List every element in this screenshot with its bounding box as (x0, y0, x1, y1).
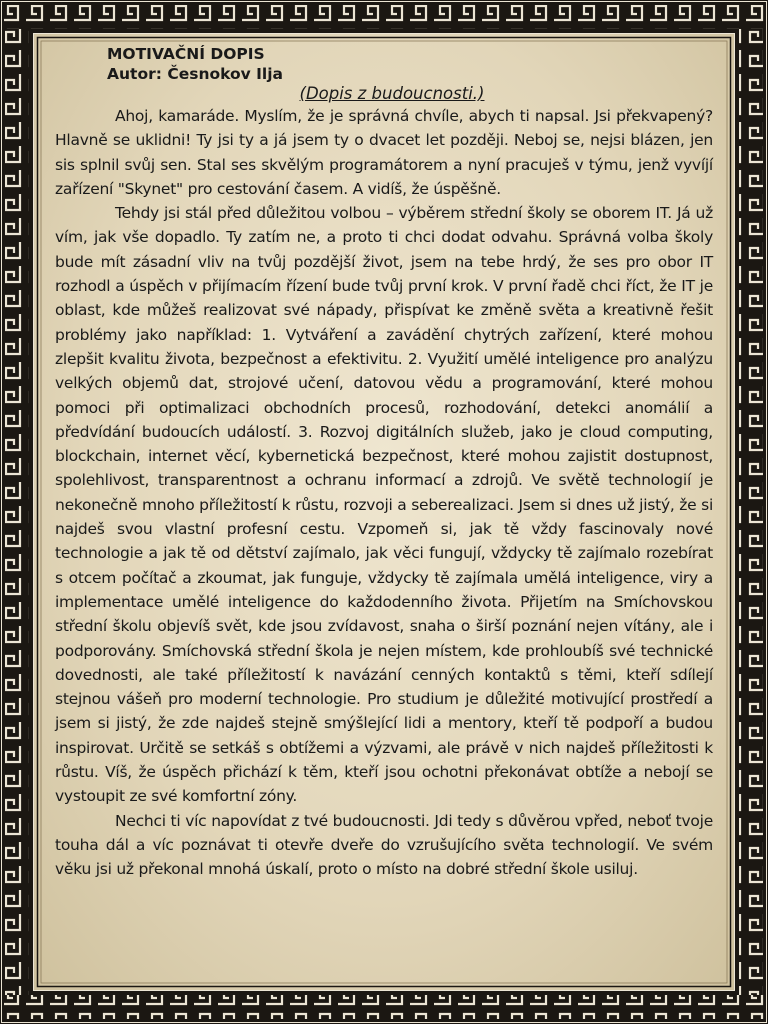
letter-heading: MOTIVAČNÍ DOPIS (107, 45, 265, 63)
letter-subtitle: (Dopis z budoucnosti.) (299, 84, 485, 103)
paragraph-closing: Nechci ti víc napovídat z tvé budoucnosti. Jdi tedy s důvěrou vpřed, neboť tvoje touha dál a víc poznávat ti otevře dveře do vzrušujícího světa technologií. Ve svém věku jsi už překonal mnohá úskalí, proto o místo na dobré střední škole usiluj. (55, 811, 713, 879)
paragraph-main: Tehdy jsi stál před důležitou volbou – výběrem střední školy se oborem IT. Já už vím, jak vše dopadlo. Ty zatím ne, a proto ti chci dodat odvahu. Správná volba školy bude mít zásadní vliv na tvůj pozdější život, jsem na tebe hrdý, že ses pro obor IT rozhodl a úspěch v přijímacím řízení bude tvůj první krok. V první řadě chci říct, že IT je oblast, kde můžeš realizovat své nápady, přispívat ke změně světa a kreativně řešit problémy jako například: 1. Vytváření a zavádění chytrých zařízení, které mohou zlepšit kvalitu života, bezpečnost a efektivitu. 2. Využití umělé inteligence pro analýzu velkých objemů dat, strojové učení, datovou vědu a programování, které mohou pomoci při optimalizaci obchodních procesů, rozhodování, detekci anomálií a předvídání budoucích událostí. 3. Rozvoj digitálních služeb, jako je cloud computing, blockchain, internet věcí, kybernetická bezpečnost, které mohou zajistit dostupnost, spolehlivost, transparentnost a ochranu informací a zdrojů. Ve světě technologií je nekonečně mnoho příležitostí k růstu, rozvoji a seberealizaci. Jsem si dnes už jistý, že si najdeš svou vlastní profesní cestu. Vzpomeň si, jak tě vždy fascinovaly nové technologie a jak tě od dětství zajímalo, jak věci fungují, vždycky tě zajímalo rozebírat s otcem počítač a zkoumat, jak funguje, vždycky tě zajímala umělá inteligence, viry a implementace umělé inteligence do každodenního života. Přijetím na Smíchovskou střední školu objevíš svět, kde jsou zvídavost, snaha o širší poznání nejen vítány, ale i podporovány. Smíchovská střední škola je nejen místem, kde prohloubíš své technické dovednosti, ale také příležitostí k navázání cenných kontaktů s těmi, kteří sdílejí stejnou vášeň pro moderní technologie. Pro studium je důležité motivující prostředí a jsem si jistý, že zde najdeš stejně smýšlející lidi a mentory, kteří tě podpoří a budou inspirovat. Určitě se setkáš s obtížemi a výzvami, ale právě v nich najdeš příležitosti k růstu. Víš, že úspěch přichází k těm, kteří jsou ochotni překonávat obtíže a nebojí se vystoupit ze své komfortní zóny. (55, 204, 713, 806)
paragraph-intro: Ahoj, kamaráde. Myslím, že je správná chvíle, abych ti napsal. Jsi překvapený? Hlavně se uklidni! Ty jsi ty a já jsem ty o dvacet let později. Neboj se, nejsi blázen, jen sis splnil svůj sen. Stal ses skvělým programátorem a nyní pracuješ v týmu, jenž vyvíjí zařízení "Skynet" pro cestování časem. A vidíš, že úspěšně. (55, 107, 713, 198)
letter-body (55, 44, 713, 882)
letter-author: Autor: Česnokov Ilja (107, 65, 284, 83)
